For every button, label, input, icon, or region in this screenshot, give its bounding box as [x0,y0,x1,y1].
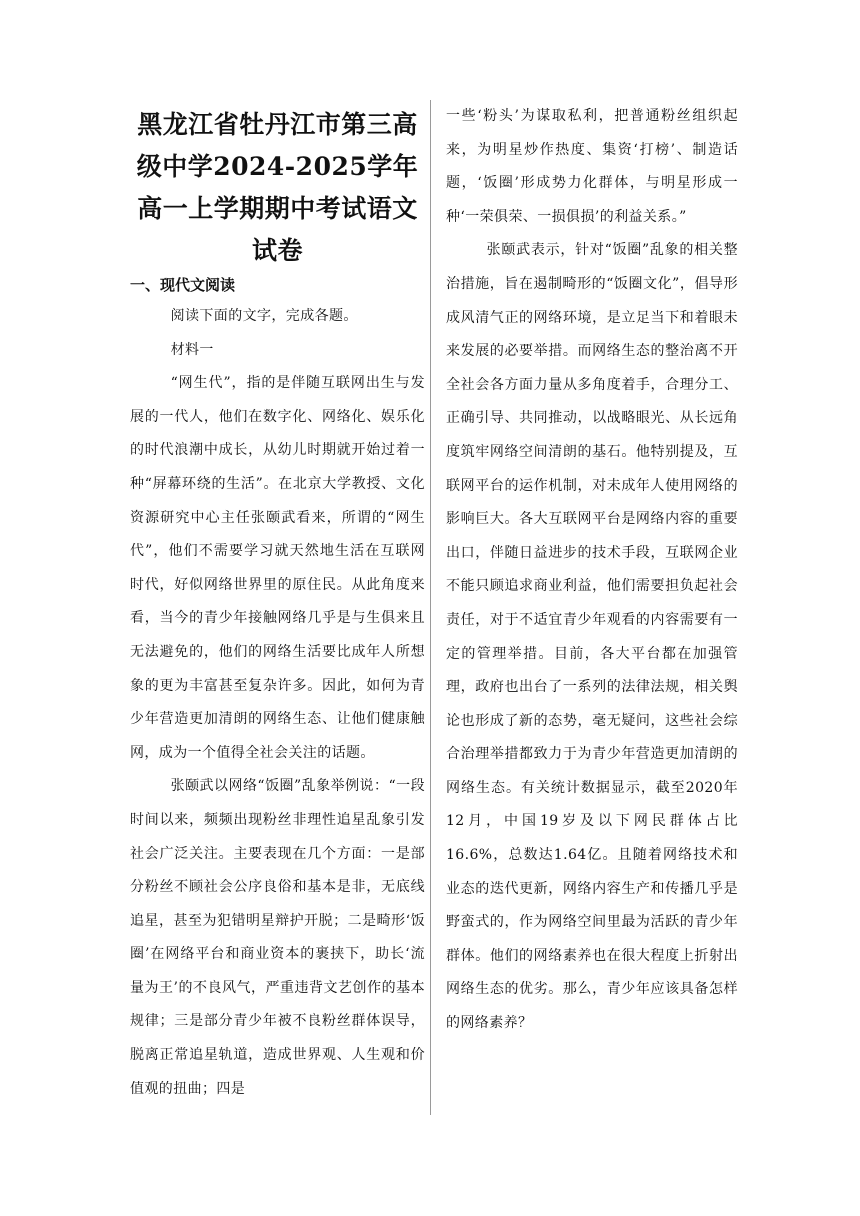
paragraph: “网生代”，指的是伴随互联网出生与发展的一代人，他们在数字化、网络化、娱乐化的时代浪潮中成长，从幼儿时期就开始过着一种“屏幕环绕的生活”。在北京大学教授、文化资源研究中心主任张颐武看来，所谓的“网生代”，他们不需要学习就天然地生活在互联网时代，好似网络世界里的原住民。从此角度来看，当今的青少年接触网络几乎是与生俱来且无法避免的，他们的网络生活要比成年人所想象的更为丰富甚至复杂许多。因此，如何为青少年营造更加清朗的网络生态、让他们健康触网，成为一个值得全社会关注的话题。 [130,375,425,761]
material-label: 材料一 [170,341,214,358]
paragraph: 一些‘粉头’为谋取私利，把普通粉丝组织起来，为明星炒作热度、集资‘打榜’、制造话题，‘饭圈’形成势力化群体，与明星形成一种‘一荣俱荣、一损俱损’的利益关系。” [446,108,738,225]
instruction-text: 阅读下面的文字，完成各题。 [170,308,358,324]
right-column [446,100,738,1041]
document-title: 黑龙江省牡丹江市第三高级中学2024-2025学年高一上学期期中考试语文试卷 [136,110,419,265]
paragraph: 张颐武表示，针对“饭圈”乱象的相关整治措施，旨在遏制畸形的“饭圈文化”，倡导形成风清气正的网络环境，是立足当下和着眼未来发展的必要举措。而网络生态的整治离不开全社会各方面力量从多角度着手，合理分工、正确引导、共同推动，以战略眼光、从长远角度筑牢网络空间清朗的基石。他特别提及，互联网平台的运作机制，对未成年人使用网络的影响巨大。各大互联网平台是网络内容的重要出口，伴随日益进步的技术手段，互联网企业不能只顾追求商业利益，他们需要担负起社会责任，对于不适宜青少年观看的内容需要有一定的管理举措。目前，各大平台都在加强管理，政府也出台了一系列的法律法规，相关舆论也形成了新的态势，毫无疑问，这些社会综合治理举措都致力于为青少年营造更加清朗的网络生态。有关统计数据显示，截至2020年12月，中国19岁及以下网民群体占比16.6%，总数达1.64亿。且随着网络技术和业态的迭代更新，网络内容生产和传播几乎是野蛮式的，作为网络空间里最为活跃的青少年群体。他们的网络素养也在很大程度上折射出网络生态的优劣。那么，青少年应该具备怎样的网络素养？ [446,242,738,1032]
column-divider [430,100,431,1115]
paragraph: 张颐武以网络“饭圈”乱象举例说：“一段时间以来，频频出现粉丝非理性追星乱象引发社会广泛关注。主要表现在几个方面：一是部分粉丝不顾社会公序良俗和基本是非，无底线追星，甚至为犯错明星辩护开脱；二是畸形‘饭圈’在网络平台和商业资本的裹挟下，助长‘流量为王’的不良风气，严重违背文艺创作的基本规律；三是部分青少年被不良粉丝群体误导，脱离正常追星轨道，造成世界观、人生观和价值观的扭曲；四是 [130,778,425,1097]
left-column [130,104,425,1106]
section-heading: 一、现代文阅读 [130,276,236,294]
